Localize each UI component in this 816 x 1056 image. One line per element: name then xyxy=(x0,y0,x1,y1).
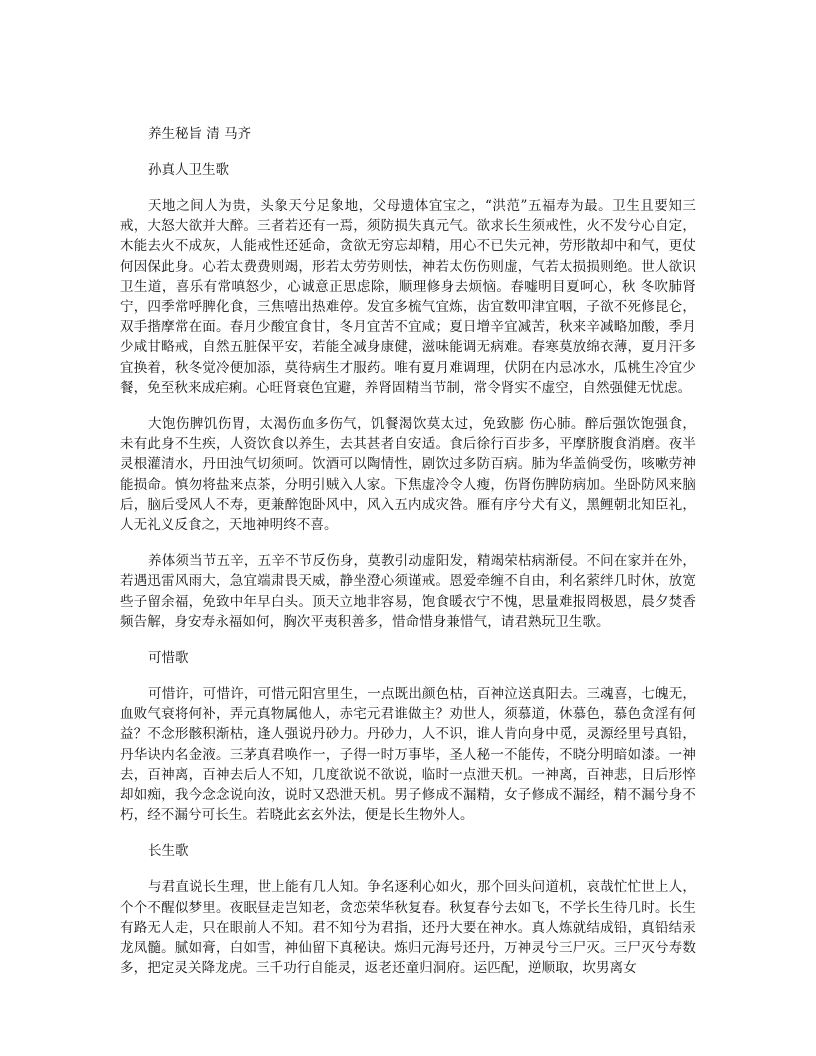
section-heading: 长生歌 xyxy=(148,843,189,860)
paragraph: 大饱伤脾饥伤胃，太渴伤血多伤气，饥餐渴饮莫太过，免致膨 伤心肺。醉后强饮饱强食，未有此身不生疾，人资饮食以养生，去其甚者自安适。食后徐行百步多，平摩脐腹食消磨。夜半灵根灌清水，丹田浊气切须呵。饮酒可以陶情性，剧饮过多防百病。肺为华盖倘受伤，咳嗽劳神能损命。慎勿将盐来点茶，分明引贼入人家。下焦虚冷令人瘦，伤肾伤脾防病加。坐卧防风来脑后，脑后受风人不寿，更兼醉饱卧风中，风入五内成灾咎。雁有序兮犬有义，黑鲤朝北知臣礼，人无礼义反食之，天地神明终不喜。 xyxy=(120,416,696,534)
paragraph: 与君直说长生理，世上能有几人知。争名逐利心如火，那个回头问道机，哀哉忙忙世上人，个个不醒似梦里。夜眠昼走岂知老，贪恋荣华秋复春。秋复春兮去如飞，不学长生待几时。长生有路无人走，只在眼前人不知。君不知兮为君指，还丹大要在神水。真人炼就结成铅，真铅结汞龙凤髓。腻如膏，白如雪，神仙留下真秘诀。炼归元海号还丹，万神灵兮三尸灭。三尸灭兮寿数多，把定灵关降龙虎。三千功行自能灵，返老还童归洞府。运匹配，逆顺取，坎男离女 xyxy=(120,879,696,977)
document-title: 养生秘旨 清 马齐 xyxy=(148,126,252,142)
paragraph: 天地之间人为贵，头象天兮足象地，父母遗体宜宝之，“洪范”五福寿为最。卫生且要知三戒，大怒大欲并大醉。三者若还有一焉，须防损失真元气。欲求长生须戒性，火不发兮心自定，木能去火不成灰，人能戒性还延命，贪欲无穷忘却精，用心不已失元神，劳形散却中和气，更仗何因保此身。心若太费费则竭，形若太劳劳则怯，神若太伤伤则虚，气若太损损则绝。世人欲识卫生道，喜乐有常嗔怒少，心诚意正思虑除，顺理修身去烦恼。春嘘明目夏呵心，秋 冬吹肺肾宁，四季常呼脾化食，三焦嘻出热难停。发宜多梳气宜炼，齿宜数叩津宜咽，子欲不死修昆仑，双手揩摩常在面。春月少酸宜食甘，冬月宜苦不宜咸；夏日增辛宜减苦，秋来辛减略加酸，季月少咸甘略戒，自然五脏保平安，若能全减身康健，滋味能调无病难。春寒莫放绵衣薄，夏月汗多宜换着，秋冬觉冷便加添，莫待病生才服药。唯有夏月难调理，伏阴在内忌冰水，瓜桃生冷宜少餐，免至秋来成疟痢。心旺肾衰色宜避，养肾固精当节制，常令肾实不虚空，自然强健无忧虑。 xyxy=(120,198,696,396)
document-page xyxy=(120,124,696,995)
paragraph: 可惜许，可惜许，可惜元阳宫里生，一点既出颜色枯，百神泣送真阳去。三魂喜，七魄无，血败气衰将何补，弄元真物属他人，赤宅元君谁做主？劝世人，须慕道，休慕色，慕色贪淫有何益？不念形骸积渐枯，逢人强说丹砂力。丹砂力，人不识，谁人肯向身中觅，灵源经里号真铅，丹华诀内名金液。三茅真君唤作一，子得一时万事毕，圣人秘一不能传，不晓分明暗如漆。一神去，百神离，百神去后人不知，几度欲说不欲说，临时一点泄天机。一神离，百神悲，日后形悴却如痴，我今念念说向汝，说时又恐泄天机。男子修成不漏精，女子修成不漏经，精不漏兮身不朽，经不漏兮可长生。若晓此玄玄外法，便是长生物外人。 xyxy=(120,686,696,824)
paragraph: 养体须当节五辛，五辛不节反伤身，莫教引动虚阳发，精竭荣枯病渐侵。不问在家并在外，若遇迅雷风雨大，急宜端肃畏天威，静坐澄心须谨戒。恩爱牵缠不自由，利名萦绊几时休，放宽些子留余福，免致中年早白头。顶天立地非容易，饱食暖衣宁不愧，思量难报罔极恩，晨夕焚香频告解，身安寿永福如何，胸次平夷积善多，惜命惜身兼惜气，请君熟玩卫生歌。 xyxy=(120,553,696,630)
section-heading: 可惜歌 xyxy=(148,650,189,667)
section-heading: 孙真人卫生歌 xyxy=(148,162,229,178)
